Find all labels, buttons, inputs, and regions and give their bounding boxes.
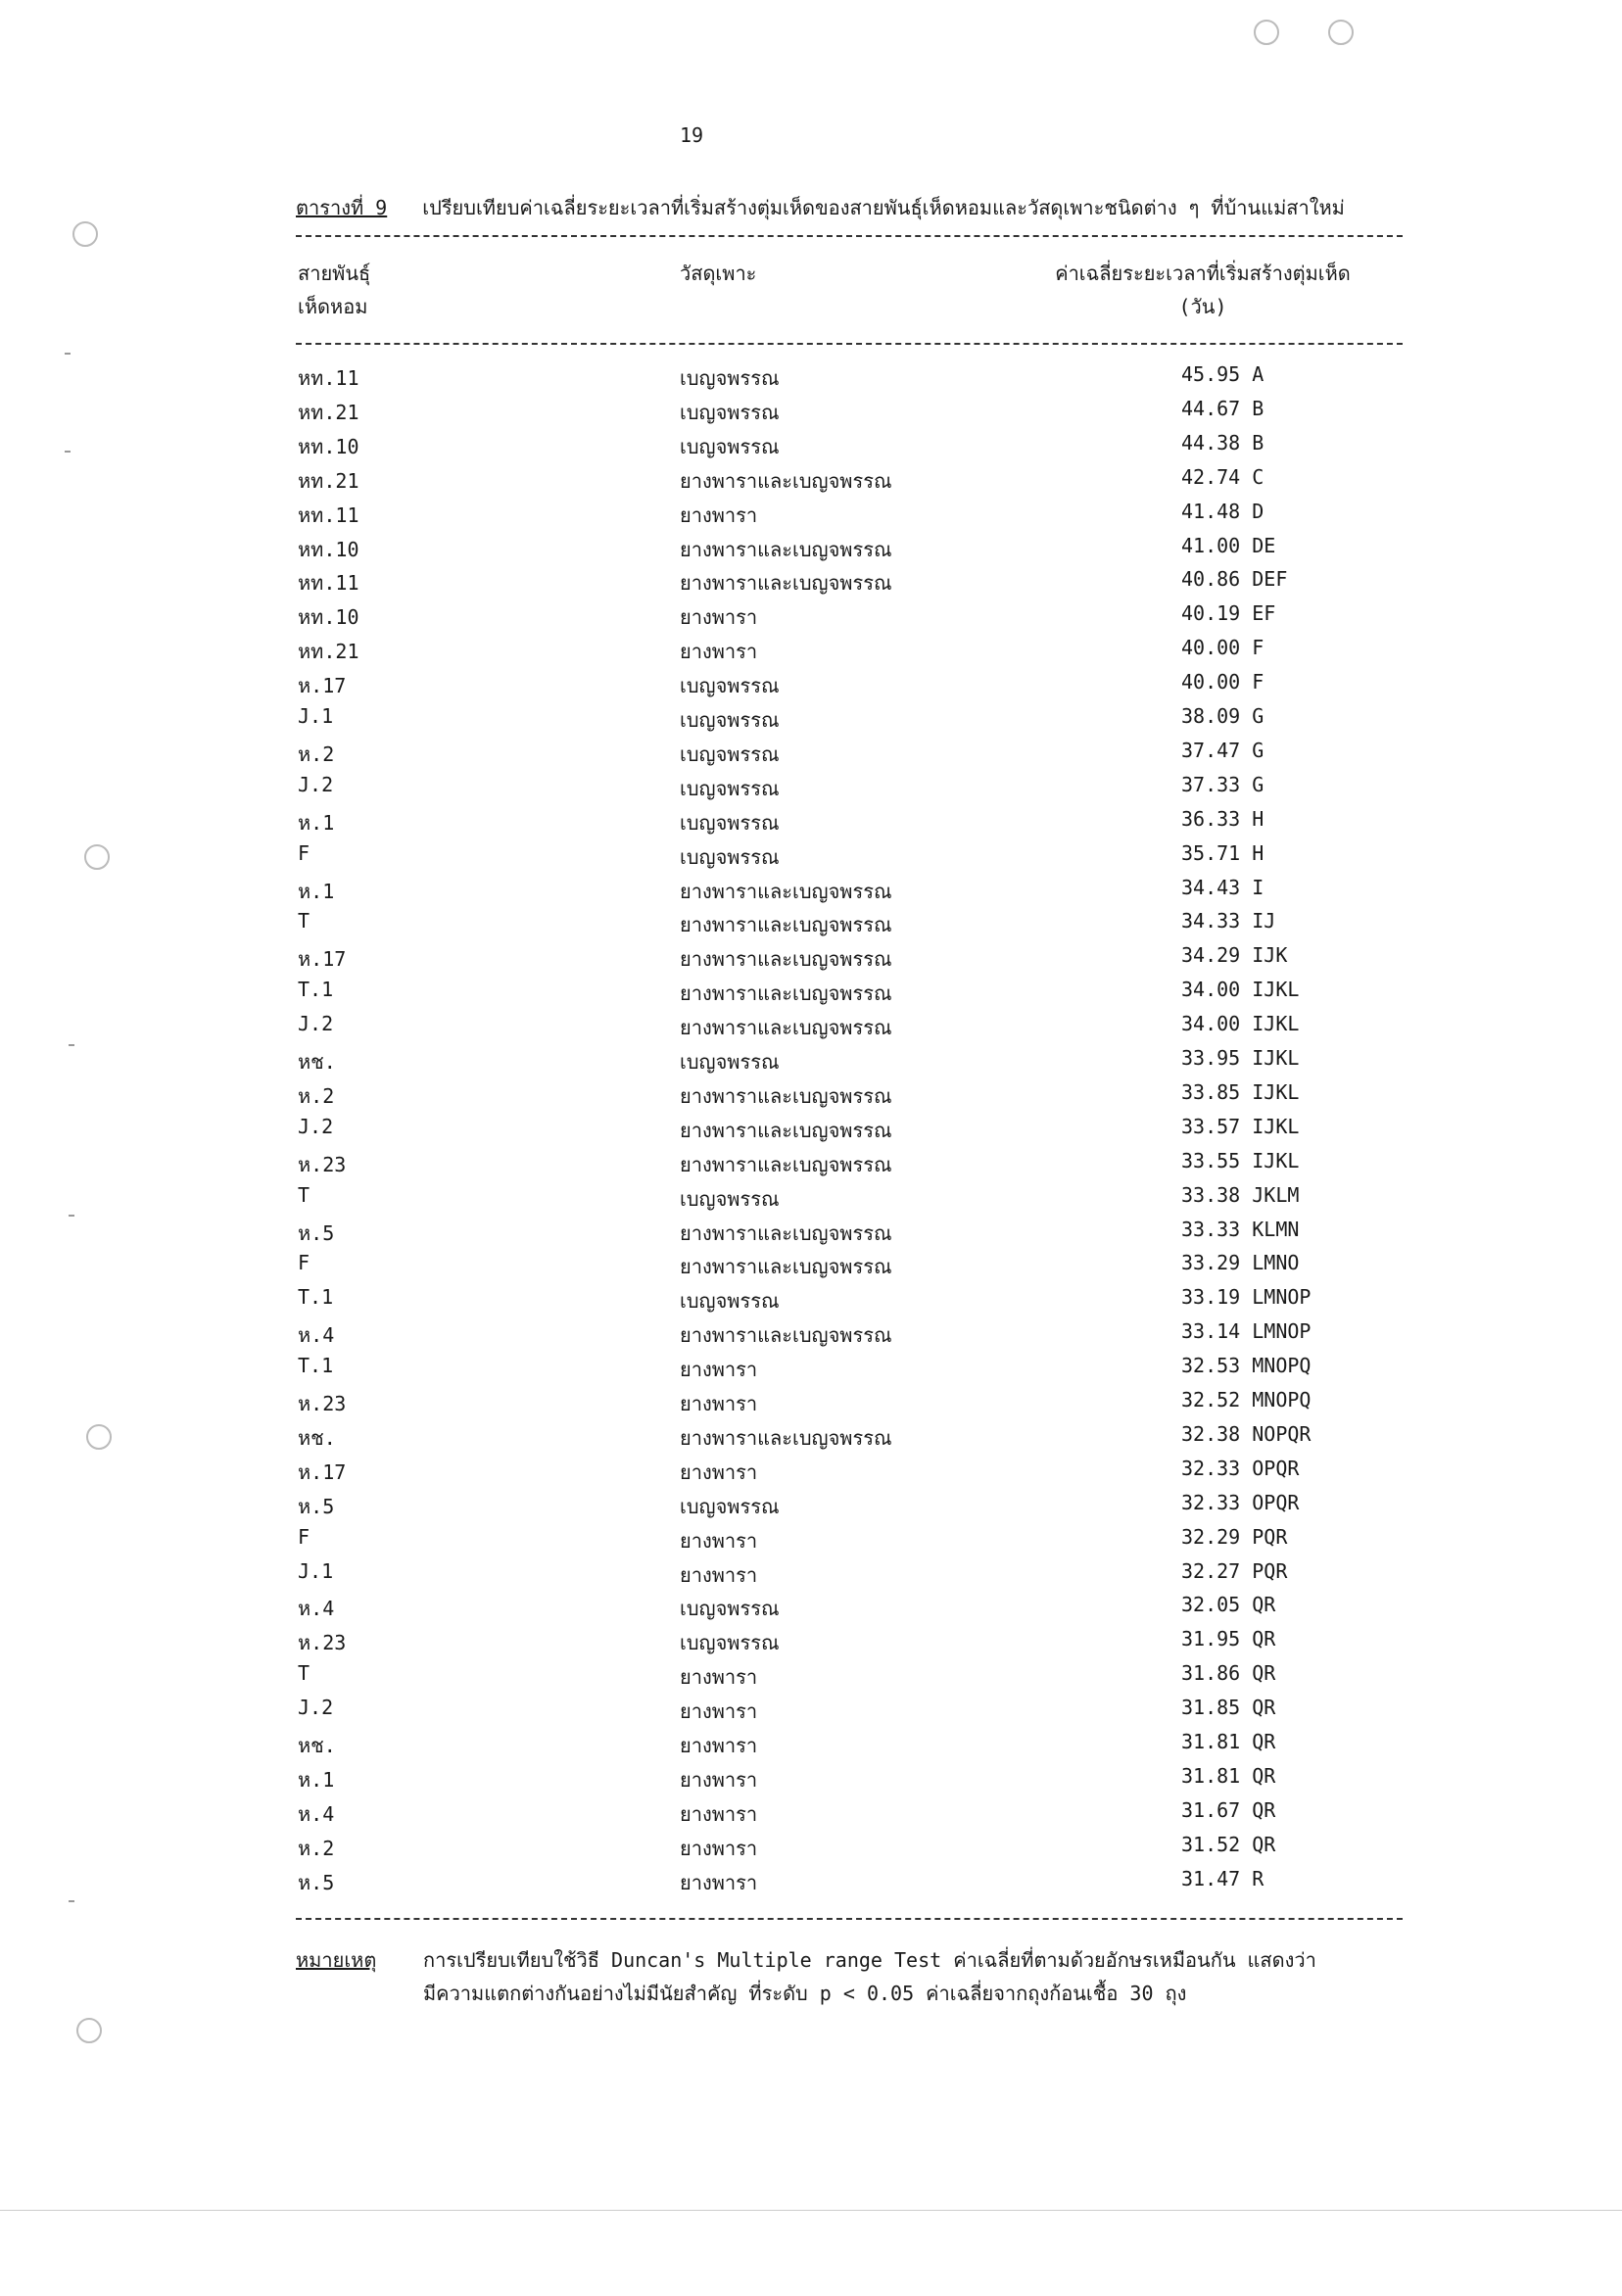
cell-mean: 42.74 C (1181, 464, 1264, 489)
table-row (0, 1627, 1622, 1661)
top-rule (296, 235, 1403, 237)
cell-substrate: ยางพารา (680, 1870, 758, 1894)
table-row (0, 1422, 1622, 1457)
cell-substrate: ยางพาราและเบญจพรรณ (680, 913, 892, 937)
page-bottom-line (0, 2210, 1622, 2211)
cell-strain: ห.4 (298, 1323, 335, 1348)
table-row (0, 1525, 1622, 1559)
cell-substrate: เบญจพรรณ (680, 366, 780, 390)
table-row (0, 1833, 1622, 1867)
header-rule (296, 343, 1403, 345)
cell-substrate: เบญจพรรณ (680, 1631, 780, 1655)
table-row (0, 1593, 1622, 1627)
cell-strain: ห.5 (298, 1870, 335, 1894)
cell-substrate: ยางพาราและเบญจพรรณ (680, 1220, 892, 1245)
cell-substrate: เบญจพรรณ (680, 810, 780, 835)
table-row (0, 978, 1622, 1012)
cell-strain: ห.5 (298, 1494, 335, 1518)
cell-strain: หท.11 (298, 366, 359, 390)
margin-mark (65, 353, 71, 355)
binder-hole (84, 844, 110, 870)
cell-strain: ห.2 (298, 1836, 335, 1860)
cell-mean: 34.00 IJKL (1181, 978, 1300, 1002)
cell-substrate: ยางพารา (680, 1767, 758, 1792)
cell-strain: J.2 (298, 772, 334, 796)
cell-mean: 40.00 F (1181, 636, 1264, 660)
cell-mean: 33.38 JKLM (1181, 1182, 1300, 1207)
cell-substrate: เบญจพรรณ (680, 1597, 780, 1621)
cell-strain: หท.21 (298, 640, 359, 664)
table-row (0, 1183, 1622, 1218)
cell-strain: หท.11 (298, 571, 359, 596)
cell-substrate: เบญจพรรณ (680, 1494, 780, 1518)
cell-mean: 34.29 IJK (1181, 943, 1288, 968)
cell-strain: T.1 (298, 978, 334, 1002)
cell-mean: 32.33 OPQR (1181, 1490, 1300, 1514)
header-substrate: วัสดุเพาะ (680, 262, 757, 285)
cell-substrate: ยางพาราและเบญจพรรณ (680, 1425, 892, 1450)
table-row (0, 1012, 1622, 1046)
cell-mean: 33.33 KLMN (1181, 1217, 1300, 1241)
cell-substrate: ยางพารา (680, 1562, 758, 1587)
cell-mean: 33.95 IJKL (1181, 1046, 1300, 1070)
cell-strain: T.1 (298, 1285, 334, 1310)
table-row (0, 1046, 1622, 1080)
cell-strain: หช. (298, 1050, 336, 1074)
cell-substrate: เบญจพรรณ (680, 400, 780, 424)
cell-strain: ห.23 (298, 1152, 347, 1176)
table-row (0, 1218, 1622, 1252)
cell-mean: 34.00 IJKL (1181, 1012, 1300, 1036)
cell-strain: F (298, 1251, 310, 1275)
cell-substrate: เบญจพรรณ (680, 776, 780, 800)
cell-substrate: ยางพารา (680, 1392, 758, 1415)
cell-substrate: ยางพารา (680, 1665, 758, 1690)
cell-strain: ห.23 (298, 1392, 347, 1415)
cell-strain: ห.4 (298, 1597, 335, 1621)
cell-strain: ห.2 (298, 741, 335, 766)
cell-strain: J.2 (298, 1012, 334, 1036)
table-row (0, 1696, 1622, 1730)
table-row (0, 1285, 1622, 1319)
cell-strain: T.1 (298, 1354, 334, 1378)
cell-mean: 41.48 D (1181, 499, 1264, 523)
cell-substrate: ยางพารา (680, 1459, 758, 1484)
table-caption (296, 192, 1345, 223)
header-strain-line2: เห็ดหอม (298, 295, 368, 318)
cell-substrate: เบญจพรรณ (680, 708, 780, 732)
cell-strain: J.1 (298, 704, 334, 728)
cell-substrate: เบญจพรรณ (680, 434, 780, 458)
cell-substrate: ยางพาราและเบญจพรรณ (680, 571, 892, 596)
table-row (0, 1319, 1622, 1354)
cell-mean: 31.85 QR (1181, 1696, 1276, 1720)
cell-mean: 33.57 IJKL (1181, 1114, 1300, 1138)
cell-mean: 36.33 H (1181, 806, 1264, 831)
cell-mean: 31.86 QR (1181, 1661, 1276, 1686)
cell-strain: J.2 (298, 1696, 334, 1720)
table-row (0, 431, 1622, 465)
cell-substrate: ยางพารา (680, 1801, 758, 1826)
cell-strain: หช. (298, 1425, 336, 1450)
table-row (0, 1080, 1622, 1115)
cell-mean: 32.52 MNOPQ (1181, 1388, 1312, 1411)
cell-substrate: เบญจพรรณ (680, 674, 780, 698)
table-row (0, 841, 1622, 876)
table-row (0, 807, 1622, 841)
header-mean-line2: (วัน) (1178, 295, 1227, 318)
cell-mean: 40.86 DEF (1181, 567, 1288, 592)
cell-mean: 33.85 IJKL (1181, 1079, 1300, 1104)
table-row (0, 636, 1622, 670)
cell-mean: 31.81 QR (1181, 1730, 1276, 1753)
cell-mean: 34.33 IJ (1181, 909, 1276, 933)
cell-substrate: ยางพารา (680, 502, 758, 527)
cell-substrate: ยางพาราและเบญจพรรณ (680, 537, 892, 561)
cell-mean: 33.55 IJKL (1181, 1148, 1300, 1172)
cell-strain: หท.21 (298, 400, 359, 424)
cell-strain: หท.11 (298, 502, 359, 527)
cell-mean: 40.19 EF (1181, 601, 1276, 626)
cell-mean: 31.81 QR (1181, 1763, 1276, 1788)
cell-mean: 41.00 DE (1181, 533, 1276, 557)
table-row (0, 1798, 1622, 1833)
table-row (0, 1388, 1622, 1422)
table-row (0, 465, 1622, 500)
table-row (0, 773, 1622, 807)
cell-strain: หท.21 (298, 468, 359, 493)
margin-mark (69, 1044, 74, 1046)
cell-strain: T (298, 1182, 310, 1207)
cell-mean: 32.53 MNOPQ (1181, 1354, 1312, 1378)
cell-strain: ห.23 (298, 1631, 347, 1655)
cell-substrate: ยางพาราและเบญจพรรณ (680, 1323, 892, 1348)
cell-strain: หท.10 (298, 434, 359, 458)
cell-mean: 32.33 OPQR (1181, 1456, 1300, 1480)
table-row (0, 397, 1622, 431)
cell-substrate: ยางพาราและเบญจพรรณ (680, 1152, 892, 1176)
cell-substrate: ยางพาราและเบญจพรรณ (680, 1083, 892, 1108)
cell-substrate: เบญจพรรณ (680, 844, 780, 869)
cell-strain: หท.10 (298, 605, 359, 630)
cell-mean: 40.00 F (1181, 670, 1264, 694)
cell-mean: 32.27 PQR (1181, 1558, 1288, 1583)
table-row (0, 601, 1622, 636)
cell-mean: 34.43 I (1181, 875, 1264, 899)
cell-strain: J.1 (298, 1558, 334, 1583)
table-row (0, 1867, 1622, 1901)
bottom-rule (296, 1918, 1403, 1920)
table-row (0, 1661, 1622, 1696)
cell-mean: 33.19 LMNOP (1181, 1285, 1312, 1310)
cell-strain: ห.4 (298, 1801, 335, 1826)
table-row (0, 534, 1622, 568)
header-strain (298, 257, 370, 323)
table-row (0, 1115, 1622, 1149)
cell-mean: 31.47 R (1181, 1866, 1264, 1890)
cell-strain: ห.1 (298, 810, 335, 835)
table-row (0, 567, 1622, 601)
cell-mean: 32.05 QR (1181, 1593, 1276, 1617)
cell-strain: ห.17 (298, 1459, 347, 1484)
cell-substrate: ยางพารา (680, 640, 758, 664)
cell-strain: หช. (298, 1734, 336, 1757)
cell-strain: T (298, 909, 310, 933)
cell-substrate: ยางพารา (680, 1836, 758, 1860)
binder-hole (86, 1424, 112, 1450)
cell-mean: 31.67 QR (1181, 1797, 1276, 1822)
header-strain-line1: สายพันธุ์ (298, 262, 371, 285)
cell-substrate: ยางพาราและเบญจพรรณ (680, 947, 892, 972)
binder-hole (1328, 20, 1354, 45)
cell-substrate: เบญจพรรณ (680, 741, 780, 766)
cell-mean: 31.95 QR (1181, 1627, 1276, 1651)
cell-mean: 35.71 H (1181, 840, 1264, 865)
cell-strain: ห.5 (298, 1220, 335, 1245)
cell-substrate: ยางพารา (680, 1734, 758, 1757)
cell-strain: T (298, 1661, 310, 1686)
table-row (0, 909, 1622, 943)
cell-mean: 45.95 A (1181, 362, 1264, 386)
cell-substrate: ยางพารา (680, 1528, 758, 1553)
cell-substrate: ยางพาราและเบญจพรรณ (680, 981, 892, 1006)
cell-mean: 32.29 PQR (1181, 1524, 1288, 1549)
cell-mean: 32.38 NOPQR (1181, 1421, 1312, 1446)
table-row (0, 704, 1622, 739)
table-row (0, 1730, 1622, 1764)
table-row (0, 739, 1622, 773)
cell-mean: 44.67 B (1181, 396, 1264, 420)
cell-substrate: ยางพาราและเบญจพรรณ (680, 1016, 892, 1040)
header-mean (1036, 257, 1369, 323)
cell-substrate: เบญจพรรณ (680, 1186, 780, 1211)
table-row (0, 1491, 1622, 1525)
cell-strain: ห.17 (298, 947, 347, 972)
cell-substrate: ยางพาราและเบญจพรรณ (680, 1118, 892, 1142)
cell-mean: 44.38 B (1181, 430, 1264, 454)
cell-mean: 38.09 G (1181, 704, 1264, 728)
table-note (296, 1943, 1316, 2010)
table-row (0, 876, 1622, 910)
binder-hole (76, 2018, 102, 2043)
cell-strain: F (298, 840, 310, 865)
cell-mean: 33.29 LMNO (1181, 1251, 1300, 1275)
margin-mark (65, 451, 71, 453)
cell-substrate: ยางพารา (680, 1358, 758, 1382)
cell-mean: 37.47 G (1181, 738, 1264, 762)
note-line2: มีความแตกต่างกันอย่างไม่มีนัยสำคัญ ที่ระดับ p < 0.05 ค่าเฉลี่ยจากถุงก้อนเชื้อ 30 ถุง (423, 1982, 1187, 2005)
note-label: หมายเหตุ (296, 1948, 377, 1972)
table-row (0, 943, 1622, 978)
cell-substrate: เบญจพรรณ (680, 1289, 780, 1314)
note-line1: การเปรียบเทียบใช้วิธี Duncan's Multiple range Test ค่าเฉลี่ยที่ตามด้วยอักษรเหมือนกัน แสดงว่า (423, 1948, 1316, 1972)
table-row (0, 1251, 1622, 1285)
cell-substrate: ยางพาราและเบญจพรรณ (680, 879, 892, 903)
cell-strain: ห.1 (298, 1767, 335, 1792)
margin-mark (69, 1215, 74, 1217)
cell-mean: 31.52 QR (1181, 1832, 1276, 1856)
cell-strain: J.2 (298, 1114, 334, 1138)
table-row (0, 500, 1622, 534)
caption-label: ตารางที่ 9 (296, 196, 388, 219)
cell-strain: ห.2 (298, 1083, 335, 1108)
table-row (0, 670, 1622, 704)
table-row (0, 1764, 1622, 1798)
margin-mark (69, 1900, 74, 1902)
cell-mean: 37.33 G (1181, 772, 1264, 796)
caption-text: เปรียบเทียบค่าเฉลี่ยระยะเวลาที่เริ่มสร้างตุ่มเห็ดของสายพันธุ์เห็ดหอมและวัสดุเพาะชนิดต่าง ๆ ที่บ้านแม่สาใหม่ (422, 196, 1345, 219)
header-mean-line1: ค่าเฉลี่ยระยะเวลาที่เริ่มสร้างตุ่มเห็ด (1055, 262, 1351, 285)
binder-hole (72, 221, 98, 247)
cell-substrate: เบญจพรรณ (680, 1050, 780, 1074)
cell-strain: หท.10 (298, 537, 359, 561)
cell-strain: ห.17 (298, 674, 347, 698)
cell-substrate: ยางพารา (680, 1699, 758, 1724)
table-row (0, 1149, 1622, 1183)
page-number: 19 (680, 123, 704, 147)
table-row (0, 1559, 1622, 1594)
binder-hole (1254, 20, 1279, 45)
cell-mean: 33.14 LMNOP (1181, 1319, 1312, 1344)
cell-substrate: ยางพารา (680, 605, 758, 630)
table-row (0, 362, 1622, 397)
cell-substrate: ยางพาราและเบญจพรรณ (680, 1255, 892, 1279)
cell-strain: ห.1 (298, 879, 335, 903)
cell-substrate: ยางพาราและเบญจพรรณ (680, 468, 892, 493)
table-row (0, 1457, 1622, 1491)
table-row (0, 1354, 1622, 1388)
cell-strain: F (298, 1524, 310, 1549)
